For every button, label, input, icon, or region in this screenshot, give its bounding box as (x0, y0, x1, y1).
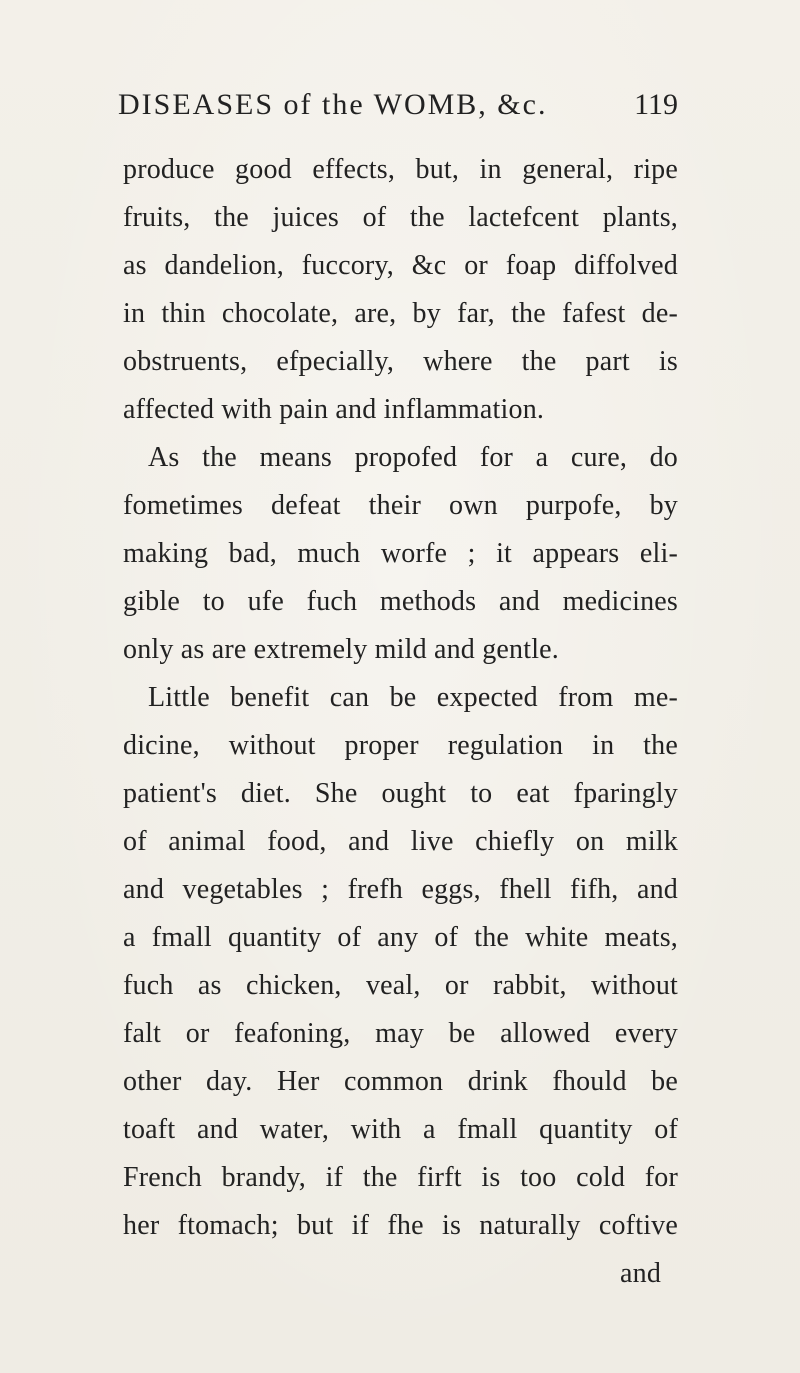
text-line: falt or feafoning, may be allowed every (123, 1018, 678, 1049)
text-line: and vegetables ; frefh eggs, fhell fifh, and (123, 874, 678, 905)
text-line: other day. Her common drink fhould be (123, 1066, 678, 1097)
text-line: As the means propofed for a cure, do (148, 442, 678, 473)
text-line: dicine, without proper regulation in the (123, 730, 678, 761)
text-line: fometimes defeat their own purpofe, by (123, 490, 678, 521)
text-line: of animal food, and live chiefly on milk (123, 826, 678, 857)
text-line: fuch as chicken, veal, or rabbit, without (123, 970, 678, 1001)
text-line: fruits, the juices of the lactefcent plants, (123, 202, 678, 233)
text-line: French brandy, if the firft is too cold for (123, 1162, 678, 1193)
page-number: 119 (634, 88, 678, 121)
text-line: produce good effects, but, in general, ripe (123, 154, 678, 185)
catchword: and (620, 1258, 662, 1289)
text-line: as dandelion, fuccory, &c or foap diffolved (123, 250, 678, 281)
text-line: only as are extremely mild and gentle. (123, 634, 560, 665)
text-line: gible to ufe fuch methods and medicines (123, 586, 678, 617)
text-line: patient's diet. She ought to eat fparingly (123, 778, 678, 809)
text-line: obstruents, efpecially, where the part is (123, 346, 678, 377)
running-head (118, 88, 678, 128)
text-line: affected with pain and inflammation. (123, 394, 545, 425)
text-line: toaft and water, with a fmall quantity of (123, 1114, 678, 1145)
running-head-title: DISEASES of the WOMB, &c. (118, 88, 548, 121)
text-line: making bad, much worfe ; it appears eli- (123, 538, 678, 569)
text-line: a fmall quantity of any of the white meats, (123, 922, 678, 953)
text-line: Little benefit can be expected from me- (148, 682, 678, 713)
text-line: her ftomach; but if fhe is naturally coftive (123, 1210, 678, 1241)
text-line: in thin chocolate, are, by far, the fafest de- (123, 298, 678, 329)
